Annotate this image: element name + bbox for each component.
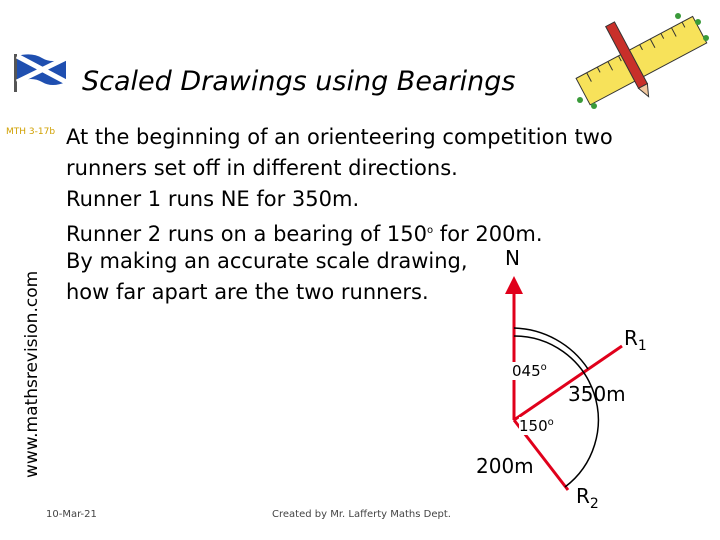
page-title: Scaled Drawings using Bearings — [82, 66, 516, 97]
r1-letter: R — [624, 326, 638, 350]
angle-150-value: 150 — [519, 417, 548, 435]
problem-line: how far apart are the two runners. — [66, 280, 429, 304]
r2-letter: R — [576, 484, 590, 508]
angle-045-label — [512, 362, 547, 380]
r1-subscript: 1 — [637, 338, 647, 354]
problem-line-start: Runner 2 runs on a bearing of 150 — [66, 222, 427, 246]
degree-symbol: o — [547, 417, 554, 428]
angle-150-label — [519, 417, 554, 435]
website-vertical-label: www.mathsrevision.com — [22, 270, 42, 478]
north-label: N — [505, 246, 520, 270]
degree-symbol: o — [427, 225, 434, 236]
r2-label — [576, 484, 599, 512]
footer-date: 10-Mar-21 — [46, 509, 97, 520]
problem-line: At the beginning of an orienteering competition two — [66, 125, 613, 149]
distance-350-label: 350m — [568, 382, 626, 406]
distance-200-label: 200m — [476, 454, 534, 478]
footer-credit: Created by Mr. Lafferty Maths Dept. — [272, 509, 451, 520]
problem-line: By making an accurate scale drawing, — [66, 249, 468, 273]
r2-subscript: 2 — [589, 496, 599, 512]
course-code: MTH 3-17b — [6, 127, 56, 137]
north-arrow-head — [505, 276, 523, 294]
problem-line: runners set off in different directions. — [66, 156, 458, 180]
angle-045-value: 045 — [512, 362, 541, 380]
problem-line-end: for 200m. — [433, 222, 543, 246]
r1-label — [624, 326, 647, 354]
degree-symbol: o — [540, 362, 547, 373]
problem-line: Runner 1 runs NE for 350m. — [66, 187, 360, 211]
